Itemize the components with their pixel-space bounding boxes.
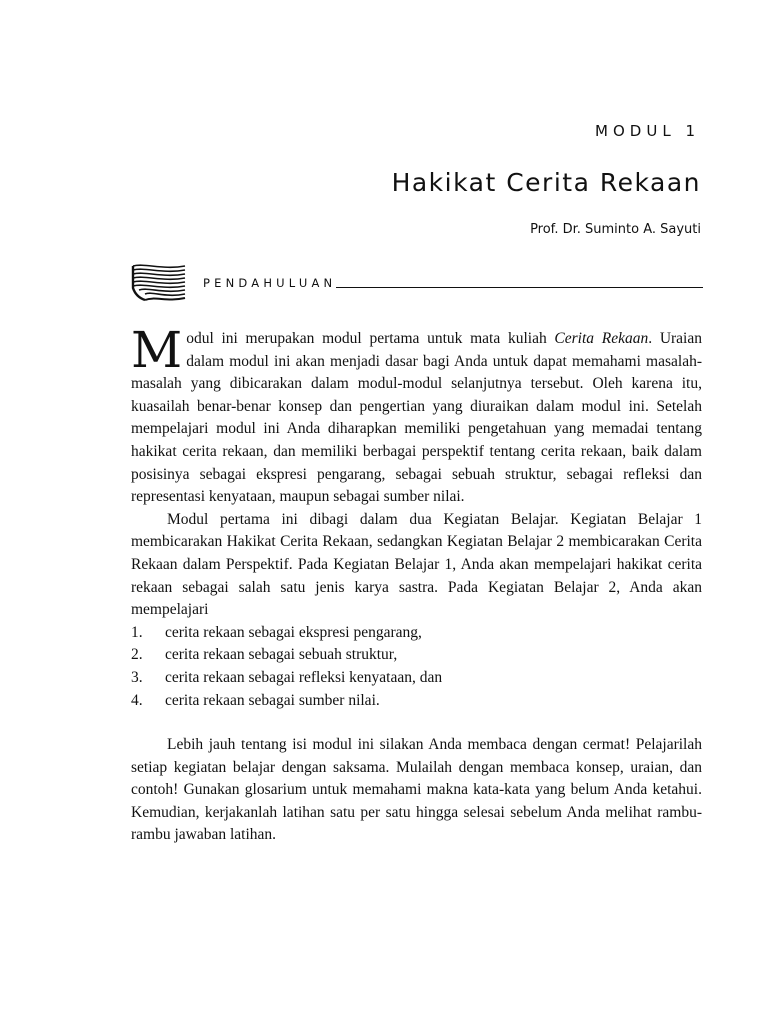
open-book-icon xyxy=(131,262,187,302)
course-name: Cerita Rekaan xyxy=(554,330,649,347)
list-number: 2. xyxy=(131,646,143,664)
list-text: cerita rekaan sebagai sumber nilai. xyxy=(165,691,380,709)
section-heading xyxy=(203,276,703,290)
heading-rule xyxy=(336,287,703,288)
modul-label: MODUL 1 xyxy=(595,122,700,140)
list-item xyxy=(131,690,702,713)
intro-text-rest: . Uraian dalam modul ini akan menjadi dasar bagi Anda untuk dapat memahami masalah-masalah yang dibicarakan dalam modul-modul selanjutnya tersebut. Oleh karena itu, kuasailah benar-benar konsep dan pengertian yang diuraikan dalam modul ini. Setelah mempelajari modul ini Anda diharapkan memiliki pengetahuan yang memadai tentang hakikat cerita rekaan, dan memiliki berbagai perspektif tentang cerita rekaan, baik dalam posisinya sebagai ekspresi pengarang, sebagai sebuah struktur, sebagai refleksi dan representasi kenyataan, maupun sebagai sumber nilai. xyxy=(131,330,702,506)
section-heading-label: PENDAHULUAN xyxy=(203,276,337,290)
objectives-list xyxy=(131,622,702,712)
list-item xyxy=(131,644,702,667)
list-text: cerita rekaan sebagai sebuah struktur, xyxy=(165,646,398,664)
page-title: Hakikat Cerita Rekaan xyxy=(391,168,701,197)
drop-cap: M xyxy=(131,321,183,379)
list-number: 1. xyxy=(131,623,143,641)
paragraph-2: Modul pertama ini dibagi dalam dua Kegiatan Belajar. Kegiatan Belajar 1 membicarakan Hakikat Cerita Rekaan, sedangkan Kegiatan Belajar 2 membicarakan Cerita Rekaan dalam Perspektif. Pada Kegiatan Belajar 1, Anda akan mempelajari hakikat cerita rekaan sebagai salah satu jenis karya sastra. Pada Kegiatan Belajar 2, Anda akan mempelajari xyxy=(131,510,702,619)
body-text xyxy=(131,321,702,847)
list-item xyxy=(131,622,702,645)
list-text: cerita rekaan sebagai ekspresi pengarang, xyxy=(165,623,422,641)
intro-text-start: odul ini merupakan modul pertama untuk mata kuliah xyxy=(186,330,555,347)
paragraph-spacer xyxy=(131,712,702,734)
list-text: cerita rekaan sebagai refleksi kenyataan, dan xyxy=(165,668,443,686)
list-number: 3. xyxy=(131,668,143,686)
intro-paragraph xyxy=(131,321,702,509)
list-item xyxy=(131,667,702,690)
author-name: Prof. Dr. Suminto A. Sayuti xyxy=(530,222,701,237)
paragraph-3: Lebih jauh tentang isi modul ini silakan Anda membaca dengan cermat! Pelajarilah setiap kegiatan belajar dengan saksama. Mulailah dengan membaca konsep, uraian, dan contoh! Gunakan glosarium untuk memahami makna kata-kata yang belum Anda ketahui. Kemudian, kerjakanlah latihan satu per satu hingga selesai sebelum Anda melihat rambu-rambu jawaban latihan. xyxy=(131,736,702,844)
list-number: 4. xyxy=(131,691,143,709)
